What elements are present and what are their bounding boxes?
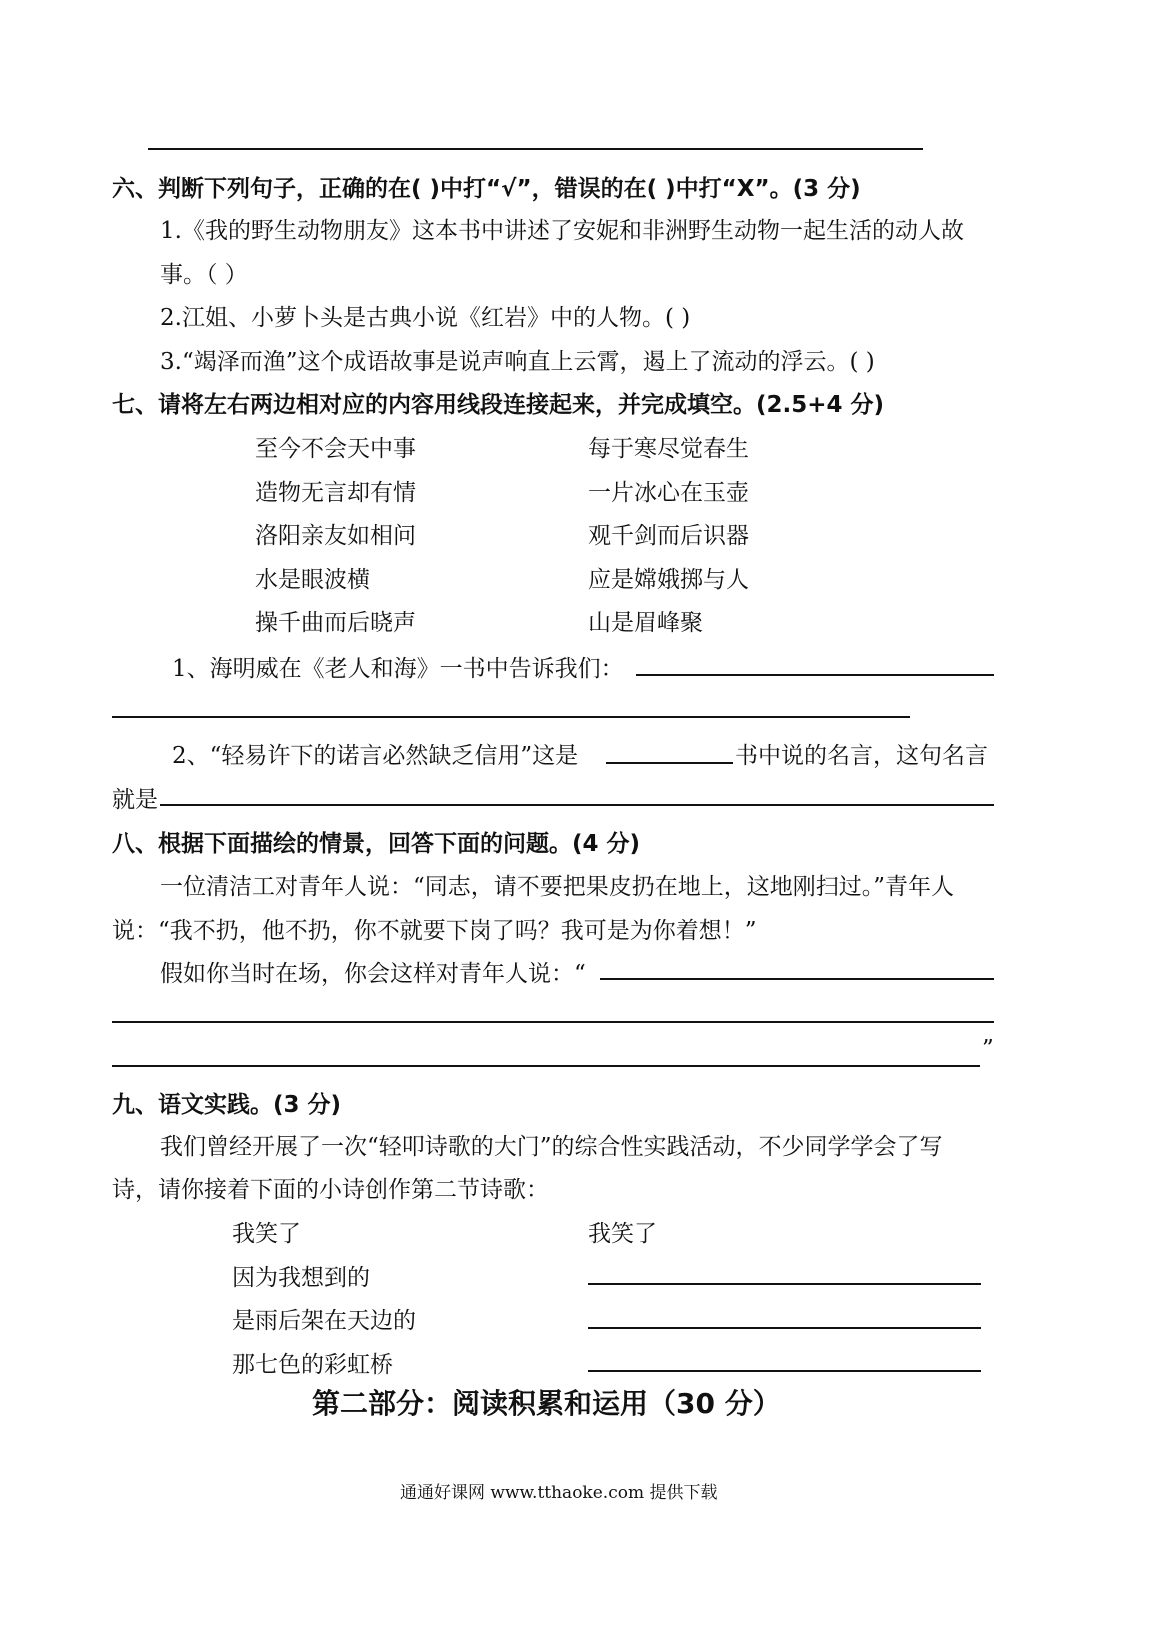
answer-blank-line (160, 804, 994, 806)
s8-scenario-line1: 一位清洁工对青年人说：“同志，请不要把果皮扔在地上，这地刚扫过。”青年人 (160, 874, 955, 900)
s6-question-2: 2.江姐、小萝卜头是古典小说《红岩》中的人物。( ) (160, 305, 691, 331)
answer-blank-line (112, 1065, 980, 1067)
section-6-heading: 六、判断下列句子，正确的在( )中打“√”，错误的在( )中打“X”。(3 分) (112, 176, 861, 202)
s6-question-1-line2: 事。（ ） (160, 262, 248, 288)
poem-answer-line (588, 1327, 981, 1329)
closing-quote: ” (982, 1036, 994, 1062)
answer-blank-line (636, 674, 994, 676)
answer-blank-line (606, 762, 733, 764)
poem-line: 我笑了 (232, 1221, 301, 1247)
s6-question-1-line1: 1.《我的野生动物朋友》这本书中讲述了安妮和非洲野生动物一起生活的动人故 (160, 218, 964, 244)
s9-instruction-line1: 我们曾经开展了一次“轻叩诗歌的大门”的综合性实践活动，不少同学学会了写 (160, 1134, 943, 1160)
poem-second-stanza-first-line: 我笑了 (588, 1221, 657, 1247)
answer-blank-line (600, 978, 994, 980)
s7-fill-question-2-part1: 2、“轻易许下的诺言必然缺乏信用”这是 (172, 743, 579, 769)
part-two-title: 第二部分：阅读积累和运用（30 分） (312, 1387, 781, 1420)
s6-question-3: 3.“竭泽而渔”这个成语故事是说声响直上云霄，遏上了流动的浮云。( ) (160, 349, 875, 375)
answer-blank-line (112, 716, 910, 718)
s9-instruction-line2: 诗，请你接着下面的小诗创作第二节诗歌： (112, 1177, 549, 1203)
s7-fill-question-2-part3: 就是 (112, 787, 158, 813)
s7-fill-question-1: 1、海明威在《老人和海》一书中告诉我们： (172, 656, 624, 682)
match-right-item: 应是嫦娥掷与人 (588, 567, 749, 593)
s8-prompt: 假如你当时在场，你会这样对青年人说：“ (160, 961, 586, 987)
match-right-item: 一片冰心在玉壶 (588, 480, 749, 506)
section-9-heading: 九、语文实践。(3 分) (112, 1092, 342, 1118)
match-left-item: 操千曲而后晓声 (255, 610, 416, 636)
match-right-item: 观千剑而后识器 (588, 523, 749, 549)
poem-line: 因为我想到的 (232, 1265, 370, 1291)
page-footer: 通通好课网 www.tthaoke.com 提供下载 (400, 1483, 718, 1503)
match-right-item: 山是眉峰聚 (588, 610, 703, 636)
match-right-item: 每于寒尽觉春生 (588, 436, 749, 462)
poem-line: 那七色的彩虹桥 (232, 1352, 393, 1378)
poem-line: 是雨后架在天边的 (232, 1308, 416, 1334)
s8-scenario-line2: 说：“我不扔，他不扔，你不就要下岗了吗？我可是为你着想！” (112, 918, 757, 944)
match-left-item: 至今不会天中事 (255, 436, 416, 462)
match-left-item: 造物无言却有情 (255, 480, 416, 506)
match-left-item: 水是眼波横 (255, 567, 370, 593)
match-left-item: 洛阳亲友如相问 (255, 523, 416, 549)
poem-answer-line (588, 1283, 981, 1285)
poem-answer-line (588, 1370, 981, 1372)
top-divider (148, 148, 923, 150)
answer-blank-line (112, 1021, 994, 1023)
section-7-heading: 七、请将左右两边相对应的内容用线段连接起来，并完成填空。(2.5+4 分) (112, 392, 885, 418)
s7-fill-question-2-part2: 书中说的名言，这句名言 (735, 743, 988, 769)
section-8-heading: 八、根据下面描绘的情景，回答下面的问题。(4 分) (112, 831, 641, 857)
